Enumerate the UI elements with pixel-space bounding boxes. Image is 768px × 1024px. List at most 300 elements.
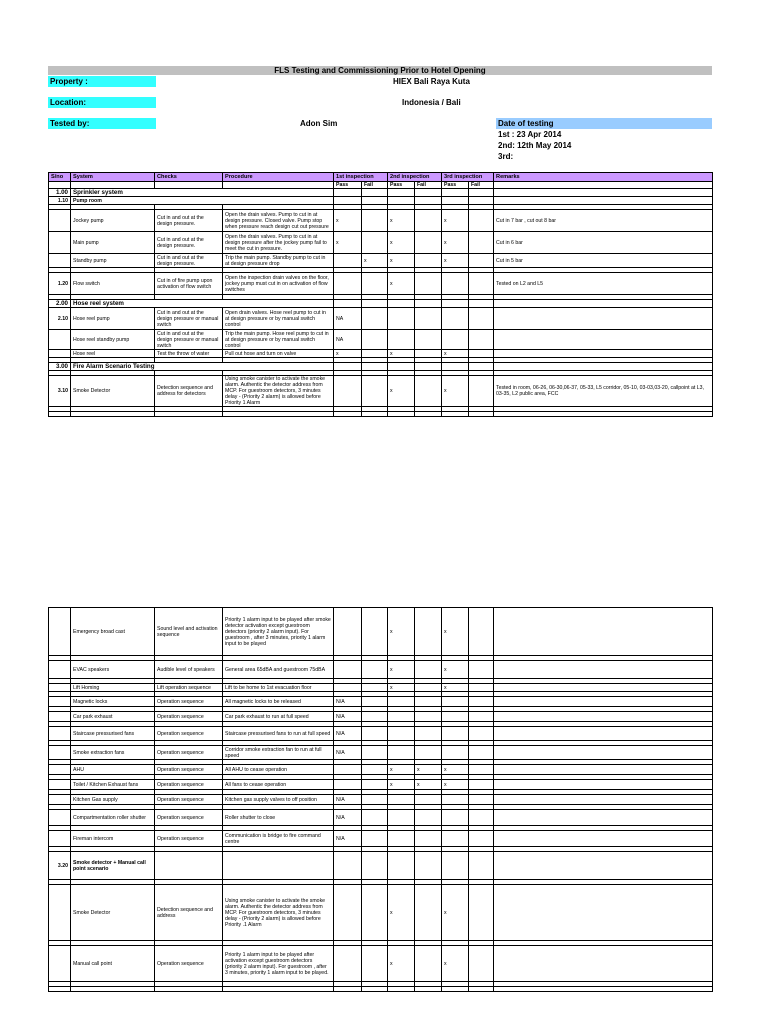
table-row: [49, 780, 713, 790]
cell-system: Smoke Detector: [71, 376, 155, 407]
date-second: 2nd: 12th May 2014: [498, 141, 572, 150]
cell-c4: [415, 727, 442, 741]
cell-c4: [415, 852, 442, 880]
cell-c5: x: [442, 946, 469, 982]
cell-c4: [415, 712, 442, 722]
cell-c1: x: [334, 210, 362, 232]
cell-procedure: Priority 1 alarm input to be played after activation except guestroom detectors (priority 2 alarm input). For guestroom , after 3 minutes, priority 1 alarm input to be played.: [223, 946, 334, 982]
cell-procedure: Pull out hose and turn on valve: [223, 350, 334, 358]
cell-c5: [442, 727, 469, 741]
cell-checks: Operation sequence: [155, 697, 223, 707]
cell-remarks: [494, 946, 713, 982]
cell-c5: x: [442, 684, 469, 692]
cell-remarks: [494, 780, 713, 790]
cell-sno: [49, 232, 71, 254]
subsection-row: [49, 197, 713, 205]
cell-remarks: [494, 746, 713, 760]
cell-system: AHU: [71, 765, 155, 775]
cell-c5: x: [442, 661, 469, 679]
cell-c5: [442, 795, 469, 805]
cell-checks: Operation sequence: [155, 946, 223, 982]
cell-c1: [334, 852, 362, 880]
cell-remarks: Tested on L2 and L5: [494, 273, 713, 295]
cell-c5: x: [442, 376, 469, 407]
cell-sno: [49, 946, 71, 982]
cell-procedure: Corridor smoke extraction fan to run at full speed: [223, 746, 334, 760]
cell-system: Manual call point: [71, 946, 155, 982]
col-first-inspection: 1st inspection: [334, 173, 388, 182]
cell-checks: Operation sequence: [155, 746, 223, 760]
cell-system: Main pump: [71, 232, 155, 254]
cell-sno: [49, 765, 71, 775]
cell-c6: [469, 852, 494, 880]
cell-checks: Audible level of speakers: [155, 661, 223, 679]
property-value: HIEX Bali Raya Kuta: [393, 77, 470, 86]
cell-system: Flow switch: [71, 273, 155, 295]
location-label: Location:: [48, 97, 156, 108]
cell-remarks: [494, 852, 713, 880]
table-row: [49, 727, 713, 741]
location-value: Indonesia / Bali: [402, 98, 461, 107]
cell-c6: [469, 795, 494, 805]
cell-c5: x: [442, 210, 469, 232]
cell-c2: [362, 232, 388, 254]
cell-procedure: All magnetic locks to be released: [223, 697, 334, 707]
cell-c5: [442, 712, 469, 722]
cell-c3: [388, 712, 415, 722]
cell-c3: [388, 831, 415, 847]
cell-remarks: [494, 661, 713, 679]
cell-c5: [442, 852, 469, 880]
col-checks: Checks: [155, 173, 223, 182]
cell-c2: [362, 727, 388, 741]
cell-c1: [334, 684, 362, 692]
cell-c6: [469, 330, 494, 350]
cell-c2: [362, 684, 388, 692]
cell-c5: x: [442, 350, 469, 358]
table-row: [49, 350, 713, 358]
cell-remarks: [494, 831, 713, 847]
cell-c1: NA: [334, 330, 362, 350]
cell-remarks: Cut in 7 bar , cut out 8 bar: [494, 210, 713, 232]
cell-c4: x: [415, 765, 442, 775]
cell-c4: [415, 746, 442, 760]
fail-1: Fail: [362, 182, 388, 189]
cell-c1: [334, 780, 362, 790]
cell-c2: [362, 810, 388, 826]
cell-sno: [49, 661, 71, 679]
blank-row: [49, 412, 713, 417]
cell-checks: Operation sequence: [155, 727, 223, 741]
pass-3: Pass: [442, 182, 469, 189]
cell-c1: [334, 608, 362, 656]
cell-checks: Cut in and out at the design pressure or manual switch: [155, 308, 223, 330]
cell-procedure: All fans to cease operation: [223, 780, 334, 790]
cell-c2: [362, 712, 388, 722]
form-title: FLS Testing and Commissioning Prior to Hotel Opening: [48, 66, 712, 75]
tested-by-label: Tested by:: [48, 118, 156, 129]
cell-c6: [469, 308, 494, 330]
cell-c6: [469, 697, 494, 707]
cell-procedure: Open the drain valves. Pump to cut in at design pressure after the jockey pump fail to meet the cut in pressure.: [223, 232, 334, 254]
cell-c5: [442, 697, 469, 707]
cell-c5: [442, 831, 469, 847]
cell-c4: [415, 885, 442, 941]
cell-checks: Cut in and out at the design pressure.: [155, 232, 223, 254]
cell-procedure: Using smoke canister to activate the smoke alarm. Authentic the detector address from MCP. For guestroom detectors, 3 minutes delay - (Priority 2 alarm) is allowed before Priority .1 Alarm: [223, 885, 334, 941]
cell-remarks: Cut in 6 bar: [494, 232, 713, 254]
cell-c6: [469, 210, 494, 232]
cell-remarks: [494, 697, 713, 707]
cell-c4: [415, 684, 442, 692]
table-row: [49, 608, 713, 656]
cell-c4: [415, 254, 442, 268]
cell-c2: [362, 852, 388, 880]
cell-sno: [49, 727, 71, 741]
cell-procedure: Trip the main pump. Hose reel pump to cut in at design pressure or by manual switch control: [223, 330, 334, 350]
cell-c6: [469, 608, 494, 656]
cell-system: Hose reel standby pump: [71, 330, 155, 350]
fail-2: Fail: [415, 182, 442, 189]
date-first: 1st : 23 Apr 2014: [498, 130, 562, 139]
cell-c3: [388, 308, 415, 330]
col-second-inspection: 2nd inspection: [388, 173, 442, 182]
cell-c6: [469, 232, 494, 254]
cell-c6: [469, 273, 494, 295]
cell-c4: [415, 210, 442, 232]
cell-checks: Cut in and out at the design pressure or manual switch: [155, 330, 223, 350]
cell-system: Smoke extraction fans: [71, 746, 155, 760]
inspection-table-bottom: [48, 607, 713, 992]
cell-checks: Operation sequence: [155, 831, 223, 847]
cell-sno: [49, 608, 71, 656]
cell-sno: [49, 831, 71, 847]
cell-c2: [362, 765, 388, 775]
cell-checks: Operation sequence: [155, 810, 223, 826]
cell-c3: [388, 746, 415, 760]
blank-row: [49, 987, 713, 992]
cell-c1: [334, 254, 362, 268]
cell-c2: [362, 831, 388, 847]
cell-c6: [469, 946, 494, 982]
cell-c3: x: [388, 350, 415, 358]
cell-procedure: All AHU to cease operation: [223, 765, 334, 775]
cell-c3: [388, 795, 415, 805]
cell-system: Kitchen Gas supply: [71, 795, 155, 805]
cell-remarks: Cut in 5 bar: [494, 254, 713, 268]
cell-system: Standby pump: [71, 254, 155, 268]
cell-c6: [469, 376, 494, 407]
cell-system: Emergency broad cast: [71, 608, 155, 656]
cell-procedure: Staircase pressurised fans to run at full speed: [223, 727, 334, 741]
cell-c6: [469, 661, 494, 679]
cell-c1: [334, 273, 362, 295]
cell-checks: Operation sequence: [155, 765, 223, 775]
table-row: [49, 712, 713, 722]
cell-c3: x: [388, 210, 415, 232]
cell-c3: x: [388, 765, 415, 775]
section-title: Pump room: [71, 197, 334, 205]
cell-c1: [334, 661, 362, 679]
cell-c6: [469, 746, 494, 760]
cell-remarks: [494, 608, 713, 656]
inspection-table-top: [48, 172, 713, 417]
cell-c3: [388, 852, 415, 880]
col-sno: S/no: [49, 173, 71, 182]
cell-checks: Sound level and activation sequence: [155, 608, 223, 656]
cell-c5: x: [442, 608, 469, 656]
cell-c2: [362, 661, 388, 679]
cell-c3: x: [388, 780, 415, 790]
pass-1: Pass: [334, 182, 362, 189]
cell-c2: [362, 350, 388, 358]
table-row: [49, 273, 713, 295]
cell-c6: [469, 712, 494, 722]
cell-c1: x: [334, 232, 362, 254]
cell-c4: x: [415, 780, 442, 790]
cell-c2: [362, 746, 388, 760]
cell-c3: x: [388, 376, 415, 407]
date-third: 3rd:: [498, 152, 514, 161]
cell-c1: NA: [334, 308, 362, 330]
column-header-row: [49, 173, 713, 182]
col-remarks: Remarks: [494, 173, 713, 182]
cell-system: Hose reel pump: [71, 308, 155, 330]
cell-remarks: [494, 330, 713, 350]
section-number: 2.00: [49, 300, 71, 308]
table-row: [49, 684, 713, 692]
table-row: [49, 210, 713, 232]
cell-system: EVAC speakers: [71, 661, 155, 679]
cell-c4: [415, 697, 442, 707]
section-title: Fire Alarm Scenario Testing: [71, 363, 334, 371]
cell-procedure: Trip the main pump. Standby pump to cut in at design pressure drop: [223, 254, 334, 268]
cell-c5: x: [442, 885, 469, 941]
cell-sno: [49, 810, 71, 826]
pass-fail-header-row: [49, 182, 713, 189]
cell-remarks: Tested in room, 06-26, 06-30,06-37, 05-33, L5 corridor, 05-10, 03-03,03-20, callpoint at L3, 03-35, L2 public area, FCC: [494, 376, 713, 407]
cell-c5: [442, 330, 469, 350]
section-number: 3.00: [49, 363, 71, 371]
pass-2: Pass: [388, 182, 415, 189]
cell-c1: [334, 376, 362, 407]
cell-c5: x: [442, 232, 469, 254]
cell-c2: [362, 273, 388, 295]
table-row: [49, 232, 713, 254]
cell-remarks: [494, 795, 713, 805]
table-row: [49, 376, 713, 407]
cell-c2: [362, 210, 388, 232]
cell-checks: Detection sequence and address for detectors: [155, 376, 223, 407]
cell-c2: x: [362, 254, 388, 268]
cell-sno: [49, 254, 71, 268]
cell-system: Lift Homing: [71, 684, 155, 692]
table-row: [49, 810, 713, 826]
cell-checks: Detection sequence and address: [155, 885, 223, 941]
cell-c6: [469, 684, 494, 692]
cell-sno: [49, 210, 71, 232]
table-row: [49, 308, 713, 330]
cell-c1: N/A: [334, 831, 362, 847]
table-row: [49, 746, 713, 760]
cell-c4: [415, 810, 442, 826]
table-row: [49, 330, 713, 350]
cell-checks: Cut in of fire pump upon activation of flow switch: [155, 273, 223, 295]
cell-c1: [334, 885, 362, 941]
date-of-testing-label: Date of testing: [496, 118, 712, 129]
cell-sno: [49, 350, 71, 358]
cell-c6: [469, 780, 494, 790]
cell-system: Jockey pump: [71, 210, 155, 232]
cell-sno: [49, 795, 71, 805]
cell-c1: N/A: [334, 746, 362, 760]
cell-c2: [362, 885, 388, 941]
cell-c6: [469, 810, 494, 826]
table-row: [49, 946, 713, 982]
cell-system: Car park exhaust: [71, 712, 155, 722]
table-row: [49, 697, 713, 707]
cell-sno: [49, 746, 71, 760]
cell-c1: N/A: [334, 810, 362, 826]
cell-c5: x: [442, 780, 469, 790]
cell-c1: [334, 765, 362, 775]
cell-procedure: Using smoke canister to activate the smoke alarm. Authentic the detector address from MCP. For guestroom detectors, 3 minutes delay - (Priority 2 alarm) is allowed before Priority 1 Alarm: [223, 376, 334, 407]
cell-sno: [49, 712, 71, 722]
cell-c4: [415, 795, 442, 805]
cell-procedure: Lift to be home to 1st evacuation floor: [223, 684, 334, 692]
cell-c3: x: [388, 885, 415, 941]
cell-remarks: [494, 810, 713, 826]
cell-procedure: Car park exhaust to run at full speed: [223, 712, 334, 722]
cell-sno: 3.20: [49, 852, 71, 880]
cell-c3: [388, 697, 415, 707]
cell-c6: [469, 831, 494, 847]
cell-checks: Operation sequence: [155, 795, 223, 805]
cell-c2: [362, 330, 388, 350]
cell-procedure: General area 65dBA and guestroom 75dBA: [223, 661, 334, 679]
cell-c4: [415, 308, 442, 330]
cell-procedure: Open the drain valves. Pump to cut in at design pressure. Closed valve. Pump stop when pressure reach design cut out pressure: [223, 210, 334, 232]
table-row: [49, 852, 713, 880]
table-row: [49, 795, 713, 805]
section-number: 1.00: [49, 189, 71, 197]
cell-c2: [362, 946, 388, 982]
cell-c3: x: [388, 608, 415, 656]
cell-c1: N/A: [334, 727, 362, 741]
cell-remarks: [494, 350, 713, 358]
cell-system: Smoke Detector: [71, 885, 155, 941]
section-title: Sprinkler system: [71, 189, 334, 197]
cell-procedure: Priority 1 alarm input to be played after smoke detector activation except guestroom detectors (priority 2 alarm input). For guestroom , after 3 minutes, priority 1 alarm input to be played: [223, 608, 334, 656]
cell-system: Smoke detector + Manual call point scenario: [71, 852, 155, 880]
cell-system: Staircase pressurised fans: [71, 727, 155, 741]
cell-c1: x: [334, 350, 362, 358]
cell-sno: [49, 697, 71, 707]
cell-c2: [362, 795, 388, 805]
cell-c5: x: [442, 254, 469, 268]
cell-system: Compartmentation roller shutter: [71, 810, 155, 826]
table-row: [49, 254, 713, 268]
section-title: Hose reel system: [71, 300, 334, 308]
cell-sno: [49, 885, 71, 941]
cell-c1: N/A: [334, 795, 362, 805]
cell-c4: [415, 273, 442, 295]
cell-procedure: Communication is bridge to fire command centre: [223, 831, 334, 847]
section-number: 1.10: [49, 197, 71, 205]
cell-c4: [415, 608, 442, 656]
cell-procedure: Open the inspection drain valves on the floor, jockey pump must cut in on activation of flow switches: [223, 273, 334, 295]
cell-c3: x: [388, 232, 415, 254]
cell-c5: [442, 308, 469, 330]
cell-c5: [442, 273, 469, 295]
cell-system: Toilet / Kitchen Exhaust fans: [71, 780, 155, 790]
cell-c2: [362, 376, 388, 407]
cell-c4: [415, 330, 442, 350]
cell-checks: Operation sequence: [155, 712, 223, 722]
table-row: [49, 831, 713, 847]
cell-procedure: Open drain valves. Hose reel pump to cut in at design pressure or by manual switch control: [223, 308, 334, 330]
cell-c6: [469, 885, 494, 941]
table-row: [49, 885, 713, 941]
cell-c4: [415, 661, 442, 679]
table-row: [49, 661, 713, 679]
cell-c3: x: [388, 684, 415, 692]
section-row: [49, 189, 713, 197]
cell-c5: [442, 746, 469, 760]
cell-c2: [362, 608, 388, 656]
cell-c4: [415, 376, 442, 407]
cell-remarks: [494, 765, 713, 775]
cell-c3: x: [388, 661, 415, 679]
cell-c3: x: [388, 946, 415, 982]
cell-c2: [362, 697, 388, 707]
cell-c6: [469, 350, 494, 358]
cell-c1: N/A: [334, 712, 362, 722]
cell-remarks: [494, 308, 713, 330]
cell-checks: Cut in and out at the design pressure.: [155, 254, 223, 268]
cell-c4: [415, 831, 442, 847]
cell-remarks: [494, 727, 713, 741]
cell-sno: [49, 780, 71, 790]
cell-procedure: Roller shutter to close: [223, 810, 334, 826]
cell-c1: N/A: [334, 697, 362, 707]
cell-c1: [334, 946, 362, 982]
cell-checks: [155, 852, 223, 880]
cell-system: Fireman intercom: [71, 831, 155, 847]
fail-3: Fail: [469, 182, 494, 189]
cell-checks: Test the throw of water: [155, 350, 223, 358]
col-system: System: [71, 173, 155, 182]
section-row: [49, 363, 713, 371]
col-procedure: Procedure: [223, 173, 334, 182]
col-third-inspection: 3rd inspection: [442, 173, 494, 182]
cell-procedure: [223, 852, 334, 880]
cell-c4: [415, 946, 442, 982]
cell-c6: [469, 765, 494, 775]
cell-sno: [49, 330, 71, 350]
tested-by-value: Adon Sim: [300, 119, 338, 128]
cell-c3: x: [388, 273, 415, 295]
cell-sno: 3.10: [49, 376, 71, 407]
cell-c5: [442, 810, 469, 826]
property-label: Property :: [48, 76, 156, 87]
table-row: [49, 765, 713, 775]
cell-c4: [415, 350, 442, 358]
cell-procedure: Kitchen gas supply valves to off position: [223, 795, 334, 805]
cell-c6: [469, 254, 494, 268]
cell-checks: Operation sequence: [155, 780, 223, 790]
cell-remarks: [494, 684, 713, 692]
